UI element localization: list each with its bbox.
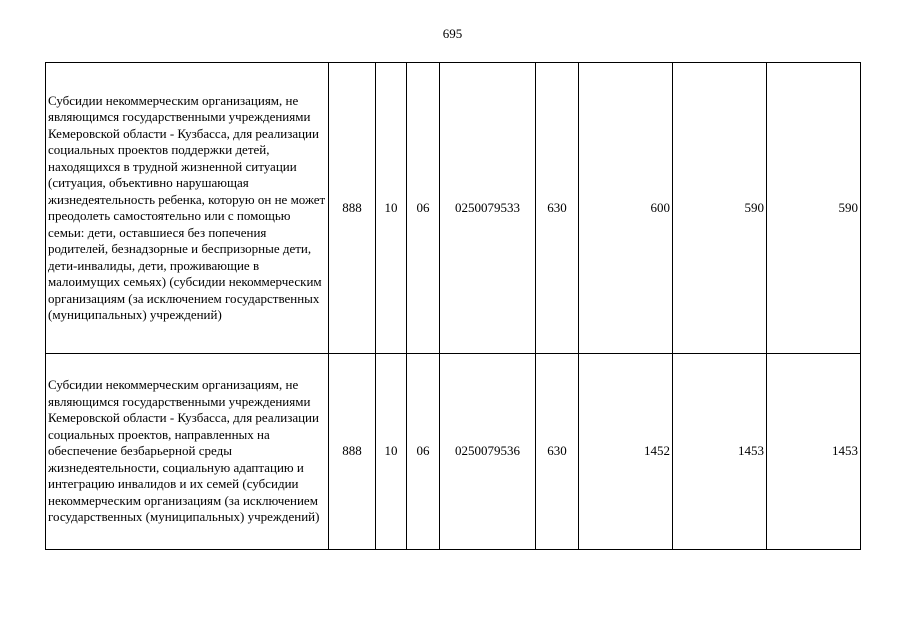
amount-year-2: 1453 [673, 354, 767, 550]
amount-year-3: 590 [767, 63, 861, 354]
page-number: 695 [442, 26, 463, 41]
section-code: 10 [376, 354, 407, 550]
amount-year-1: 1452 [579, 354, 673, 550]
ministry-code: 888 [329, 354, 376, 550]
row-description: Субсидии некоммерческим организациям, не являющимся государственными учреждениями Кемеровской области - Кузбасса, для реализации социальных проектов поддержки детей, находящихся в трудной жизненной ситуации (ситуация, объективно нарушающая жизнедеятельность ребенка, которую он не может преодолеть самостоятельно или с помощью семьи: дети, оставшиеся без попечения родителей, безнадзорные и беспризорные дети, дети-инвалиды, дети, проживающие в малоимущих семьях) (субсидии некоммерческим организациям (за исключением государственных (муниципальных) учреждений) [46, 63, 329, 354]
expense-type-code: 630 [536, 63, 579, 354]
subsection-code: 06 [407, 354, 440, 550]
ministry-code: 888 [329, 63, 376, 354]
target-article-code: 0250079536 [440, 354, 536, 550]
table-row [46, 354, 861, 550]
section-code: 10 [376, 63, 407, 354]
expense-type-code: 630 [536, 354, 579, 550]
target-article-code: 0250079533 [440, 63, 536, 354]
amount-year-3: 1453 [767, 354, 861, 550]
amount-year-1: 600 [579, 63, 673, 354]
subsection-code: 06 [407, 63, 440, 354]
budget-table [45, 62, 861, 550]
table-row [46, 63, 861, 354]
amount-year-2: 590 [673, 63, 767, 354]
row-description: Субсидии некоммерческим организациям, не являющимся государственными учреждениями Кемеровской области - Кузбасса, для реализации социальных проектов, направленных на обеспечение безбарьерной среды жизнедеятельности, социальную адаптацию и интеграцию инвалидов и их семей (субсидии некоммерческим организациям (за исключением государственных (муниципальных) учреждений) [46, 354, 329, 550]
